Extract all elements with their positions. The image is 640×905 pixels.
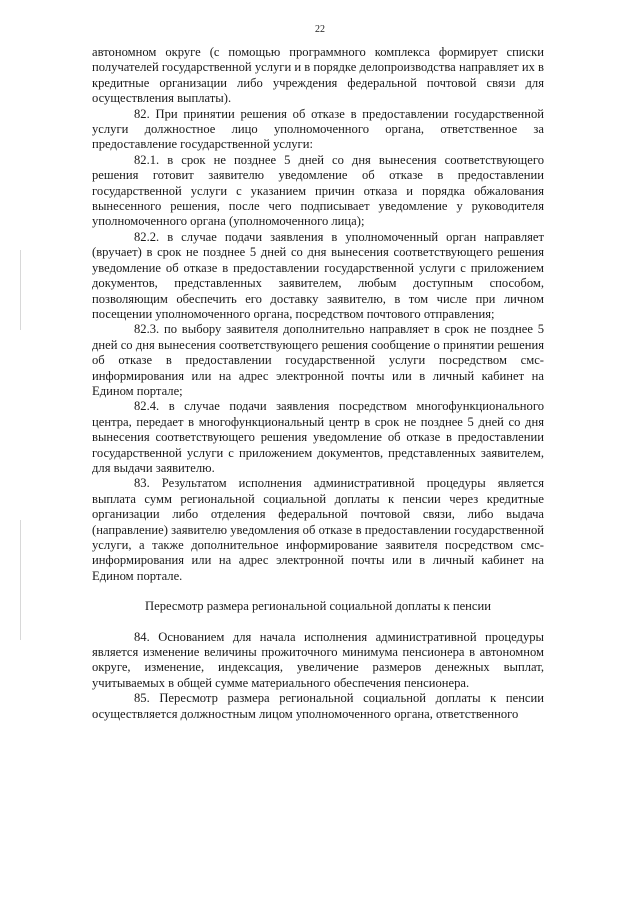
paragraph-82-1: 82.1. в срок не позднее 5 дней со дня вынесения соответствующего решения готовит заявителю уведомление об отказе в предоставлении государственной услуги с указанием причин отказа и порядка обжалования вынесенного решения, после чего подписывает уведомление у руководителя уполномоченного органа (уполномоченного лица);	[92, 152, 544, 229]
scan-margin-line	[20, 520, 21, 640]
scan-margin-line	[20, 250, 21, 330]
paragraph-83: 83. Результатом исполнения административной процедуры является выплата сумм региональной социальной доплаты к пенсии через кредитные организации либо отделения федеральной почтовой связи, либо выдача (направление) заявителю уведомления об отказе в предоставлении государственной услуги, а также дополнительное информирование заявителя посредством смс-информирования или на адрес электронной почты или в личный кабинет на Едином портале.	[92, 476, 544, 583]
paragraph: автономном округе (с помощью программного комплекса формирует списки получателей государственной услуги и в порядке делопроизводства направляет их в кредитные организации либо учреждения федеральной почтовой связи для осуществления выплаты).	[92, 45, 544, 106]
paragraph-85: 85. Пересмотр размера региональной социальной доплаты к пенсии осуществляется должностным лицом уполномоченного органа, ответственного	[92, 691, 544, 721]
paragraph-82-3: 82.3. по выбору заявителя дополнительно направляет в срок не позднее 5 дней со дня вынесения соответствующего решения сообщение о принятии решения об отказе в предоставлении государственной услуги посредством смс-информирования или на адрес электронной почты или в личный кабинет на Едином портале;	[92, 322, 544, 398]
paragraph-82-2: 82.2. в случае подачи заявления в уполномоченный орган направляет (вручает) в срок не позднее 5 дней со дня вынесения соответствующего решения уведомление об отказе в предоставлении государственной услуги с приложением документов, представленных заявителем, любым доступным способом, позволяющим обеспечить его доставку заявителю, в том числе при личном посещении уполномоченного органа, посредством почтового отправления;	[92, 229, 544, 321]
paragraph-82: 82. При принятии решения об отказе в предоставлении государственной услуги должностное лицо уполномоченного органа, ответственное за предоставление государственной услуги:	[92, 106, 544, 152]
paragraph-82-4: 82.4. в случае подачи заявления посредством многофункционального центра, передает в многофункциональный центр в срок не позднее 5 дней со дня вынесения соответствующего решения уведомление об отказе в предоставлении государственной услуги с приложением документов, представленных заявителем, для выдачи заявителю.	[92, 399, 544, 475]
paragraph-84: 84. Основанием для начала исполнения административной процедуры является изменение величины прожиточного минимума пенсионера в автономном округе, изменение, индексация, увеличение размеров денежных выплат, учитываемых в общей сумме материального обеспечения пенсионера.	[92, 629, 544, 690]
document-body	[92, 45, 544, 722]
page-number: 22	[315, 24, 325, 35]
section-heading: Пересмотр размера региональной социальной доплаты к пенсии	[145, 599, 491, 614]
